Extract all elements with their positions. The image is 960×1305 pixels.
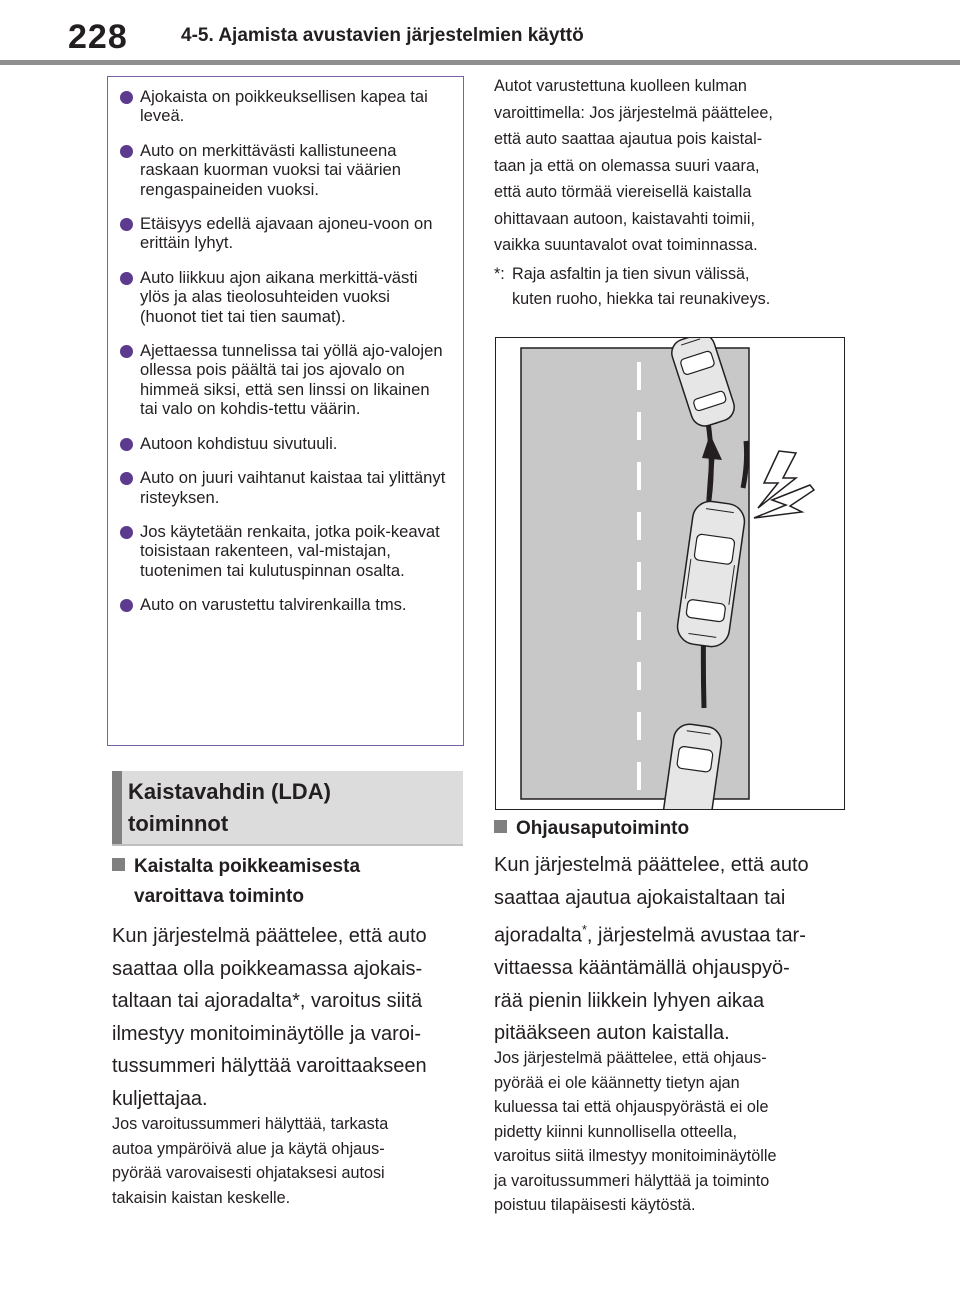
condition-item <box>120 87 449 126</box>
body-line: saattaa ajautua ajokaistaltaan tai <box>494 886 786 909</box>
condition-item <box>120 595 449 614</box>
condition-item <box>120 141 449 199</box>
body-line: taltaan tai ajoradalta*, varoitus siitä <box>112 990 423 1012</box>
lane-departure-body <box>112 920 472 1115</box>
note-line: takaisin kaistan keskelle. <box>112 1188 291 1207</box>
page-number: 228 <box>68 18 128 56</box>
footnote-text: Raja asfaltin ja tien sivun välissä, <box>512 265 750 283</box>
condition-item <box>120 341 449 419</box>
blind-spot-text <box>494 73 854 259</box>
steering-assist-heading <box>494 815 844 843</box>
condition-text: Ajettaessa tunnelissa tai yöllä ajo-valojen ollessa pois päältä tai jos ajovalo on himmeä siksi, että sen linssi on likainen tai valo on kohdis-tettu väärin. <box>140 341 443 419</box>
body-line: pitääkseen auton kaistalla. <box>494 1022 730 1045</box>
condition-item <box>120 268 449 326</box>
bullet-icon <box>120 472 133 485</box>
condition-text: Auto on merkittävästi kallistuneena raskaan kuorman vuoksi tai väärien rengaspaineiden vuoksi. <box>140 140 402 199</box>
section-title-line-1: Kaistavahdin (LDA) <box>128 779 331 804</box>
text-line: Autot varustettuna kuolleen kulman <box>494 77 747 95</box>
text-line: että auto saattaa ajautua pois kaistal- <box>494 130 763 148</box>
bullet-icon <box>120 91 133 104</box>
condition-item <box>120 434 449 453</box>
section-banner-bar <box>112 771 122 844</box>
lane-assist-illustration <box>495 337 845 810</box>
conditions-box <box>107 76 464 746</box>
note-line: pyörää varovaisesti ohjataksesi autosi <box>112 1164 385 1182</box>
note-line: varoitus siitä ilmestyy monitoiminäytölle <box>494 1147 777 1165</box>
note-line: Jos järjestelmä päättelee, että ohjaus- <box>494 1049 767 1067</box>
heading-text: Ohjausaputoiminto <box>516 818 690 839</box>
condition-text: Auto on varustettu talvirenkailla tms. <box>140 595 407 615</box>
section-title <box>128 771 458 840</box>
lane-departure-heading-line-2: varoittava toiminto <box>134 886 304 907</box>
condition-text: Auto on juuri vaihtanut kaistaa tai ylittänyt risteyksen. <box>140 468 446 507</box>
chapter-title: 4-5. Ajamista avustavien järjestelmien käyttö <box>181 25 584 46</box>
section-banner <box>112 771 463 846</box>
square-bullet-icon <box>494 820 507 833</box>
condition-text: Autoon kohdistuu sivutuuli. <box>140 433 338 453</box>
note-line: pyörää ei ole käännetty tietyn ajan <box>494 1073 740 1092</box>
bullet-icon <box>120 272 133 285</box>
body-line: rää pienin liikkein lyhyen aikaa <box>494 989 765 1012</box>
body-line <box>494 914 854 952</box>
body-text: , järjestelmä avustaa tar- <box>586 924 806 947</box>
note-line: Jos varoitussummeri hälyttää, tarkasta <box>112 1115 389 1133</box>
condition-text: Jos käytetään renkaita, jotka poik-keavat toisistaan rakenteen, val-mistajan, tuotenimen tai kulutuspinnan osalta. <box>140 521 440 580</box>
text-line: ohittavaan autoon, kaistavahti toimii, <box>494 209 755 228</box>
body-line: Kun järjestelmä päättelee, että auto <box>112 925 427 947</box>
note-line: poistuu tilapäisesti käytöstä. <box>494 1196 696 1214</box>
header-rule <box>0 60 960 65</box>
text-line: taan ja että on olemassa suuri vaara, <box>494 156 760 175</box>
steering-assist-note <box>494 1046 854 1218</box>
condition-item <box>120 214 449 253</box>
body-text: ajoradalta <box>494 924 582 947</box>
note-line: autoa ympäröivä alue ja käytä ohjaus- <box>112 1139 385 1158</box>
footnote <box>494 262 844 312</box>
steering-assist-body <box>494 849 854 1050</box>
condition-item <box>120 522 449 580</box>
bullet-icon <box>120 599 133 612</box>
body-line: kuljettajaa. <box>112 1087 208 1110</box>
bullet-icon <box>120 526 133 539</box>
body-line: ilmestyy monitoiminäytölle ja varoi- <box>112 1022 421 1045</box>
section-title-line-2: toiminnot <box>128 811 229 836</box>
text-line: varoittimella: Jos järjestelmä päättelee, <box>494 103 773 122</box>
text-line: että auto törmää viereisellä kaistalla <box>494 183 752 201</box>
condition-item <box>120 468 449 507</box>
text-line: vaikka suuntavalot ovat toiminnassa. <box>494 236 758 254</box>
lane-departure-heading-line-1 <box>112 853 462 881</box>
note-line: pidetty kiinni kunnollisella otteella, <box>494 1122 737 1141</box>
bullet-icon <box>120 145 133 158</box>
body-line: vittaessa kääntämällä ohjauspyö- <box>494 957 790 980</box>
lane-departure-heading <box>112 853 462 911</box>
condition-text: Etäisyys edellä ajavaan ajoneu-voon on erittäin lyhyt. <box>140 214 433 253</box>
lane-assist-svg <box>496 338 844 809</box>
condition-text: Auto liikkuu ajon aikana merkittä-västi ylös ja alas tieolosuhteiden vuoksi (huonot tiet tai tien saumat). <box>140 267 418 326</box>
body-line: Kun järjestelmä päättelee, että auto <box>494 854 809 876</box>
footnote-ref: * <box>581 922 587 937</box>
footnote-mark: *: <box>494 265 505 283</box>
bullet-icon <box>120 438 133 451</box>
note-line: ja varoitussummeri hälyttää ja toiminto <box>494 1171 770 1190</box>
heading-text: Kaistalta poikkeamisesta <box>134 856 361 877</box>
note-line: kuluessa tai että ohjauspyörästä ei ole <box>494 1098 769 1116</box>
lane-departure-note <box>112 1112 472 1210</box>
body-line: saattaa olla poikkeamassa ajokais- <box>112 957 423 980</box>
square-bullet-icon <box>112 858 125 871</box>
footnote-line-1 <box>494 262 844 287</box>
bullet-icon <box>120 218 133 231</box>
footnote-line-2: kuten ruoho, hiekka tai reunakiveys. <box>512 290 771 308</box>
body-line: tussummeri hälyttää varoittaakseen <box>112 1055 427 1077</box>
bullet-icon <box>120 345 133 358</box>
condition-text: Ajokaista on poikkeuksellisen kapea tai leveä. <box>140 87 428 126</box>
